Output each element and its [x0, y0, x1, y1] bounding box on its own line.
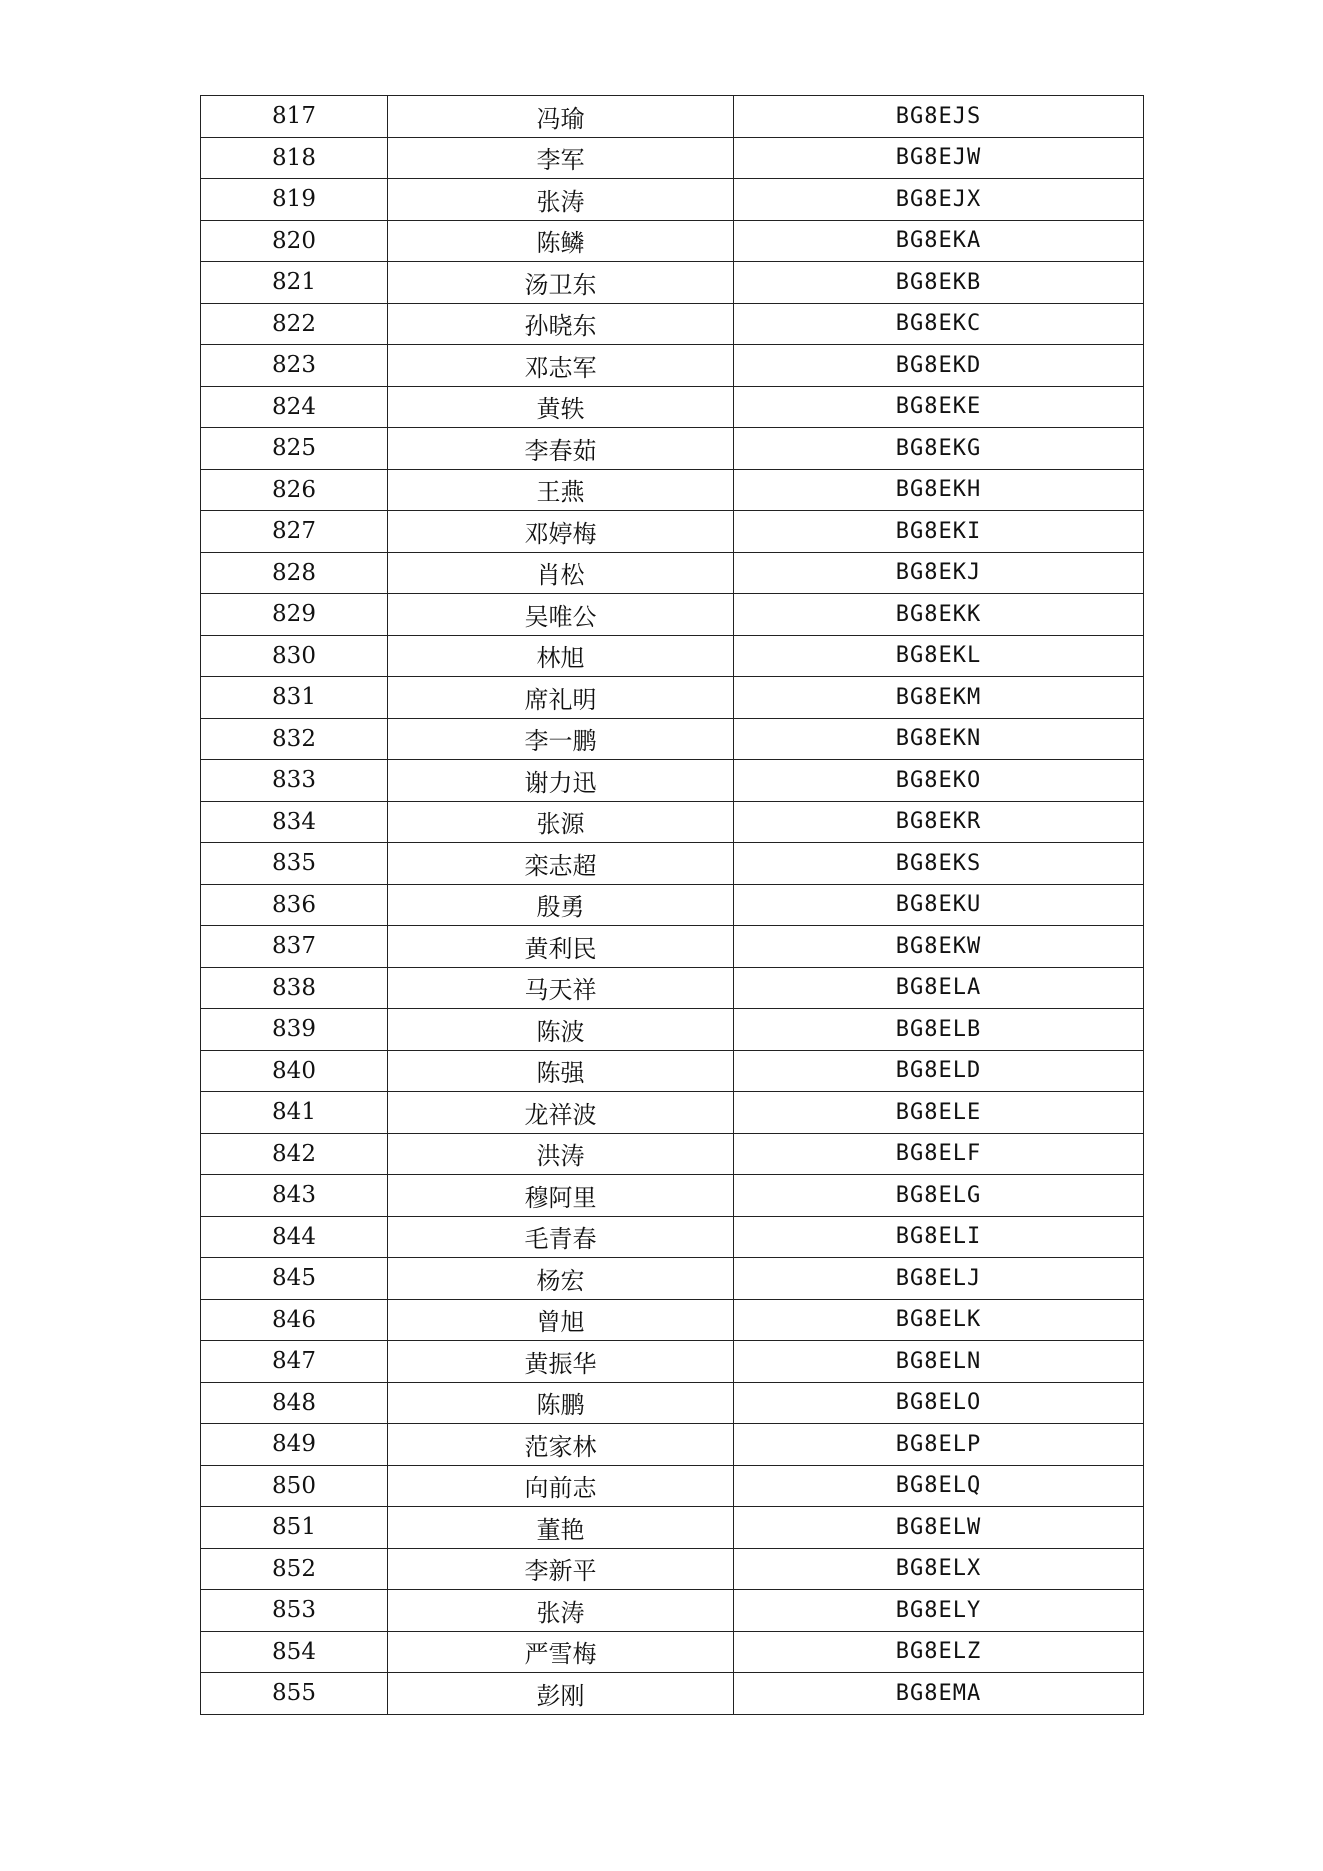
callsign-cell: BG8EKN: [734, 718, 1144, 760]
name-cell: 李一鹏: [388, 718, 734, 760]
name-cell: 王燕: [388, 469, 734, 511]
row-number-cell: 851: [201, 1507, 388, 1549]
name-cell: 李军: [388, 137, 734, 179]
table-row: [201, 1009, 1144, 1051]
name-cell: 向前志: [388, 1465, 734, 1507]
row-number-cell: 835: [201, 843, 388, 885]
table-row: [201, 1590, 1144, 1632]
table-row: [201, 1673, 1144, 1715]
callsign-cell: BG8EKE: [734, 386, 1144, 428]
table-row: [201, 345, 1144, 387]
callsign-cell: BG8EKO: [734, 760, 1144, 802]
table-row: [201, 428, 1144, 470]
table-row: [201, 926, 1144, 968]
row-number-cell: 827: [201, 511, 388, 553]
table-row: [201, 1133, 1144, 1175]
name-cell: 林旭: [388, 635, 734, 677]
name-cell: 曾旭: [388, 1299, 734, 1341]
row-number-cell: 833: [201, 760, 388, 802]
row-number-cell: 855: [201, 1673, 388, 1715]
row-number-cell: 834: [201, 801, 388, 843]
callsign-cell: BG8ELZ: [734, 1631, 1144, 1673]
callsign-cell: BG8EKD: [734, 345, 1144, 387]
name-cell: 张涛: [388, 1590, 734, 1632]
callsign-cell: BG8EKU: [734, 884, 1144, 926]
table-row: [201, 1341, 1144, 1383]
callsign-cell: BG8EKC: [734, 303, 1144, 345]
row-number-cell: 818: [201, 137, 388, 179]
table-row: [201, 262, 1144, 304]
name-cell: 邓志军: [388, 345, 734, 387]
row-number-cell: 853: [201, 1590, 388, 1632]
row-number-cell: 841: [201, 1092, 388, 1134]
table-row: [201, 677, 1144, 719]
name-cell: 严雪梅: [388, 1631, 734, 1673]
row-number-cell: 839: [201, 1009, 388, 1051]
callsign-cell: BG8EKR: [734, 801, 1144, 843]
name-cell: 马天祥: [388, 967, 734, 1009]
name-cell: 黄利民: [388, 926, 734, 968]
callsign-cell: BG8EJW: [734, 137, 1144, 179]
name-cell: 陈强: [388, 1050, 734, 1092]
row-number-cell: 832: [201, 718, 388, 760]
row-number-cell: 846: [201, 1299, 388, 1341]
row-number-cell: 848: [201, 1382, 388, 1424]
name-cell: 邓婷梅: [388, 511, 734, 553]
table-row: [201, 1175, 1144, 1217]
name-cell: 毛青春: [388, 1216, 734, 1258]
callsign-cell: BG8ELN: [734, 1341, 1144, 1383]
callsign-cell: BG8ELQ: [734, 1465, 1144, 1507]
table-row: [201, 220, 1144, 262]
name-cell: 汤卫东: [388, 262, 734, 304]
table-row: [201, 1507, 1144, 1549]
table-row: [201, 635, 1144, 677]
name-cell: 李新平: [388, 1548, 734, 1590]
callsign-cell: BG8ELF: [734, 1133, 1144, 1175]
row-number-cell: 822: [201, 303, 388, 345]
table-row: [201, 1050, 1144, 1092]
name-cell: 席礼明: [388, 677, 734, 719]
callsign-table: [200, 95, 1144, 1715]
row-number-cell: 830: [201, 635, 388, 677]
row-number-cell: 852: [201, 1548, 388, 1590]
row-number-cell: 847: [201, 1341, 388, 1383]
callsign-cell: BG8ELO: [734, 1382, 1144, 1424]
table-row: [201, 1258, 1144, 1300]
name-cell: 冯瑜: [388, 96, 734, 138]
table-row: [201, 760, 1144, 802]
callsign-cell: BG8EKB: [734, 262, 1144, 304]
table-row: [201, 1216, 1144, 1258]
row-number-cell: 854: [201, 1631, 388, 1673]
row-number-cell: 843: [201, 1175, 388, 1217]
callsign-cell: BG8ELX: [734, 1548, 1144, 1590]
callsign-cell: BG8EKK: [734, 594, 1144, 636]
name-cell: 陈鹏: [388, 1382, 734, 1424]
row-number-cell: 844: [201, 1216, 388, 1258]
callsign-cell: BG8EKW: [734, 926, 1144, 968]
name-cell: 殷勇: [388, 884, 734, 926]
name-cell: 黄轶: [388, 386, 734, 428]
callsign-cell: BG8EKL: [734, 635, 1144, 677]
table-row: [201, 1631, 1144, 1673]
row-number-cell: 824: [201, 386, 388, 428]
table-row: [201, 967, 1144, 1009]
name-cell: 陈波: [388, 1009, 734, 1051]
callsign-cell: BG8ELE: [734, 1092, 1144, 1134]
callsign-cell: BG8EKM: [734, 677, 1144, 719]
row-number-cell: 849: [201, 1424, 388, 1466]
table-row: [201, 179, 1144, 221]
row-number-cell: 825: [201, 428, 388, 470]
table-row: [201, 843, 1144, 885]
callsign-cell: BG8ELI: [734, 1216, 1144, 1258]
row-number-cell: 831: [201, 677, 388, 719]
callsign-cell: BG8ELB: [734, 1009, 1144, 1051]
row-number-cell: 840: [201, 1050, 388, 1092]
table-row: [201, 469, 1144, 511]
name-cell: 龙祥波: [388, 1092, 734, 1134]
callsign-cell: BG8ELD: [734, 1050, 1144, 1092]
row-number-cell: 820: [201, 220, 388, 262]
row-number-cell: 819: [201, 179, 388, 221]
name-cell: 董艳: [388, 1507, 734, 1549]
row-number-cell: 826: [201, 469, 388, 511]
row-number-cell: 821: [201, 262, 388, 304]
table-row: [201, 1465, 1144, 1507]
name-cell: 陈鳞: [388, 220, 734, 262]
table-row: [201, 511, 1144, 553]
name-cell: 孙晓东: [388, 303, 734, 345]
callsign-cell: BG8EKI: [734, 511, 1144, 553]
callsign-cell: BG8EKA: [734, 220, 1144, 262]
table-row: [201, 303, 1144, 345]
callsign-cell: BG8ELA: [734, 967, 1144, 1009]
name-cell: 肖松: [388, 552, 734, 594]
row-number-cell: 828: [201, 552, 388, 594]
table-row: [201, 1382, 1144, 1424]
name-cell: 杨宏: [388, 1258, 734, 1300]
callsign-cell: BG8EJX: [734, 179, 1144, 221]
table-row: [201, 96, 1144, 138]
callsign-cell: BG8ELK: [734, 1299, 1144, 1341]
table-row: [201, 552, 1144, 594]
row-number-cell: 837: [201, 926, 388, 968]
callsign-cell: BG8ELW: [734, 1507, 1144, 1549]
callsign-cell: BG8EKS: [734, 843, 1144, 885]
name-cell: 李春茹: [388, 428, 734, 470]
callsign-cell: BG8ELJ: [734, 1258, 1144, 1300]
table-row: [201, 1299, 1144, 1341]
row-number-cell: 829: [201, 594, 388, 636]
callsign-cell: BG8ELY: [734, 1590, 1144, 1632]
callsign-cell: BG8EKH: [734, 469, 1144, 511]
callsign-cell: BG8EKJ: [734, 552, 1144, 594]
row-number-cell: 838: [201, 967, 388, 1009]
row-number-cell: 836: [201, 884, 388, 926]
name-cell: 范家林: [388, 1424, 734, 1466]
table-row: [201, 137, 1144, 179]
name-cell: 谢力迅: [388, 760, 734, 802]
name-cell: 张源: [388, 801, 734, 843]
name-cell: 穆阿里: [388, 1175, 734, 1217]
table-row: [201, 801, 1144, 843]
row-number-cell: 823: [201, 345, 388, 387]
name-cell: 黄振华: [388, 1341, 734, 1383]
callsign-cell: BG8EKG: [734, 428, 1144, 470]
row-number-cell: 817: [201, 96, 388, 138]
row-number-cell: 845: [201, 1258, 388, 1300]
callsign-table-body: [201, 96, 1144, 1715]
name-cell: 彭刚: [388, 1673, 734, 1715]
callsign-cell: BG8EMA: [734, 1673, 1144, 1715]
table-row: [201, 718, 1144, 760]
name-cell: 张涛: [388, 179, 734, 221]
row-number-cell: 850: [201, 1465, 388, 1507]
table-row: [201, 884, 1144, 926]
table-row: [201, 1424, 1144, 1466]
callsign-cell: BG8ELP: [734, 1424, 1144, 1466]
name-cell: 栾志超: [388, 843, 734, 885]
table-row: [201, 1548, 1144, 1590]
row-number-cell: 842: [201, 1133, 388, 1175]
name-cell: 洪涛: [388, 1133, 734, 1175]
name-cell: 吴唯公: [388, 594, 734, 636]
table-row: [201, 386, 1144, 428]
callsign-cell: BG8ELG: [734, 1175, 1144, 1217]
callsign-cell: BG8EJS: [734, 96, 1144, 138]
table-row: [201, 594, 1144, 636]
table-row: [201, 1092, 1144, 1134]
